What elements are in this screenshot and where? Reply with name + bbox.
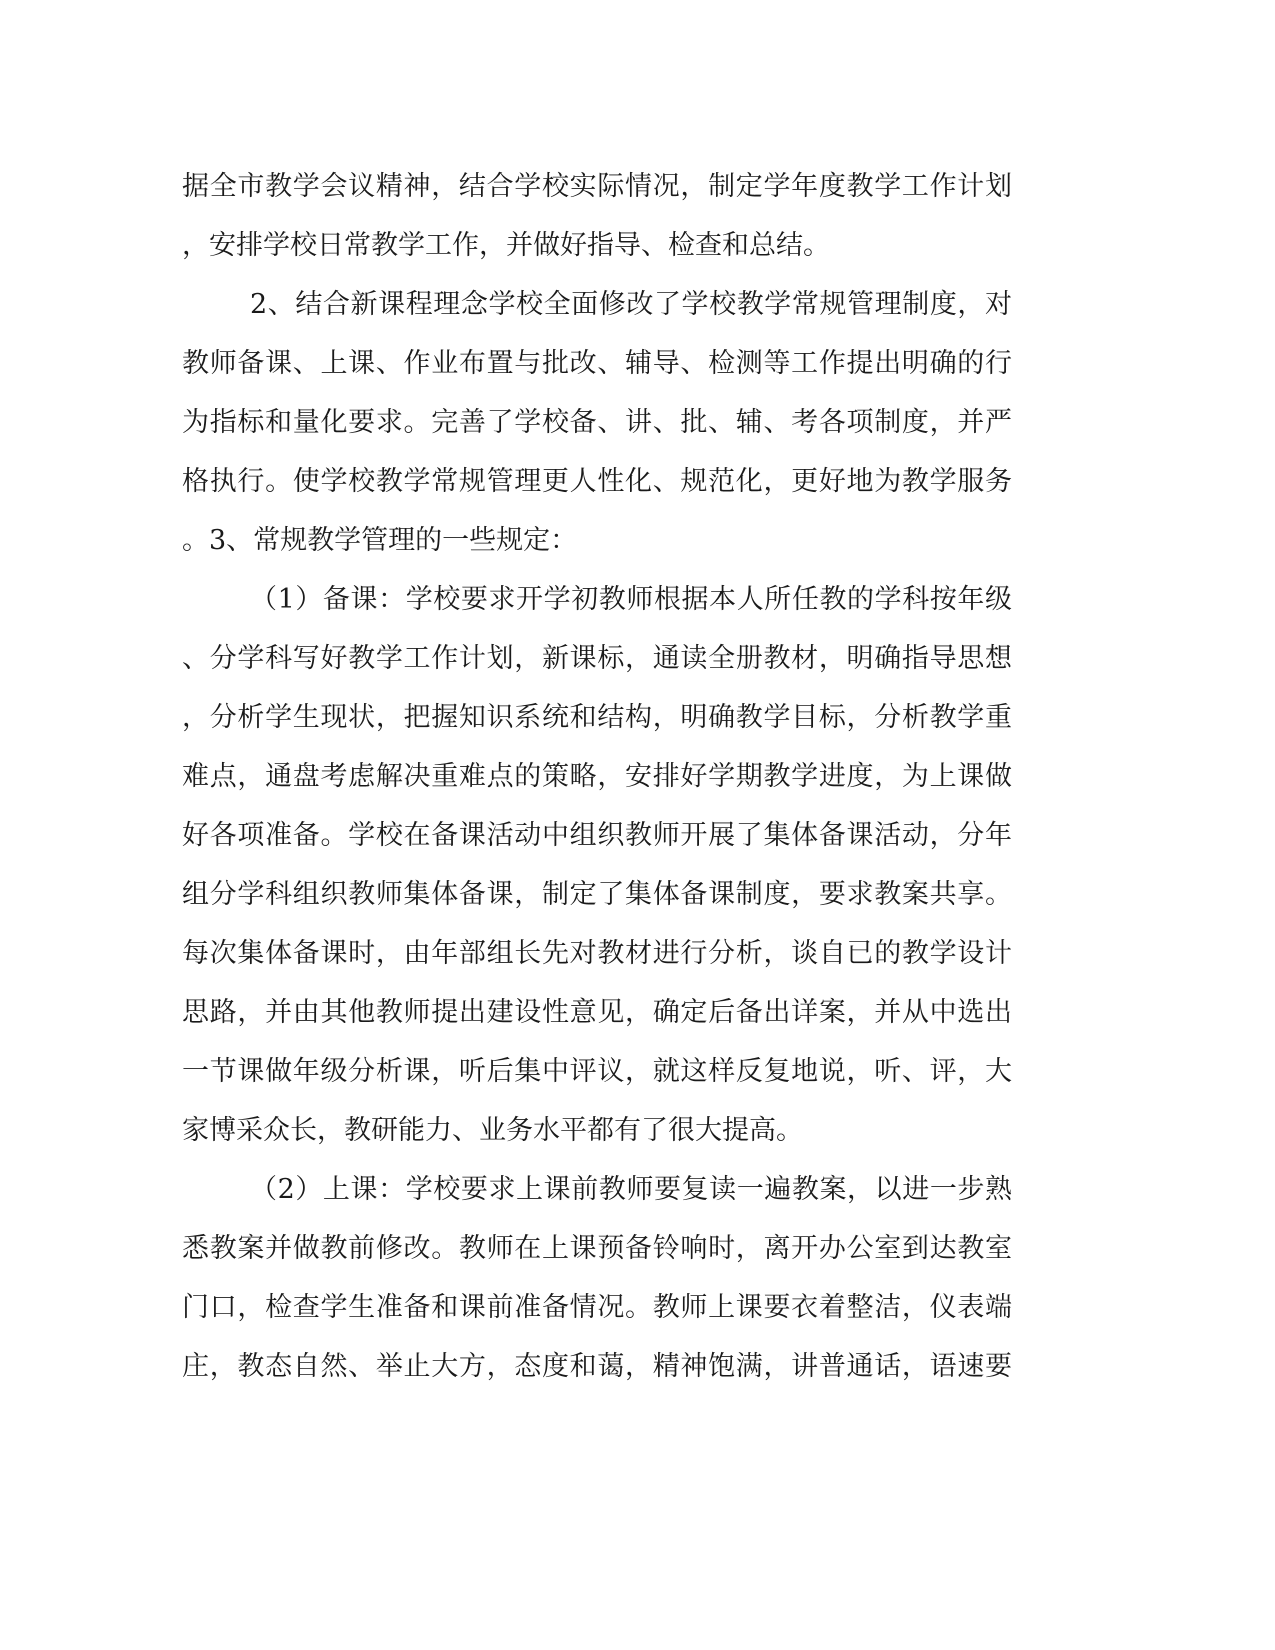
text-line: 悉教案并做教前修改。教师在上课预备铃响时，离开办公室到达教室 (182, 1233, 1012, 1264)
text-line: （1）备课：学校要求开学初教师根据本人所任教的学科按年级 (250, 584, 1012, 615)
text-line: 好各项准备。学校在备课活动中组织教师开展了集体备课活动，分年 (182, 820, 1012, 851)
text-line: 。3、常规教学管理的一些规定： (182, 525, 578, 556)
text-line: 2、结合新课程理念学校全面修改了学校教学常规管理制度，对 (250, 289, 1012, 320)
text-line: 家博采众长，教研能力、业务水平都有了很大提高。 (182, 1115, 803, 1146)
text-line: 教师备课、上课、作业布置与批改、辅导、检测等工作提出明确的行 (182, 348, 1012, 379)
text-line: 组分学科组织教师集体备课，制定了集体备课制度，要求教案共享。 (182, 879, 1012, 910)
text-line: ，安排学校日常教学工作，并做好指导、检查和总结。 (182, 230, 830, 261)
text-line: 思路，并由其他教师提出建设性意见，确定后备出详案，并从中选出 (182, 997, 1012, 1028)
text-line: 门口，检查学生准备和课前准备情况。教师上课要衣着整洁，仪表端 (182, 1292, 1012, 1323)
text-line: 一节课做年级分析课，听后集中评议，就这样反复地说，听、评，大 (182, 1056, 1012, 1087)
text-line: 庄，教态自然、举止大方，态度和蔼，精神饱满，讲普通话，语速要 (182, 1351, 1012, 1382)
body-text (182, 157, 1012, 1396)
text-line: 为指标和量化要求。完善了学校备、讲、批、辅、考各项制度，并严 (182, 407, 1012, 438)
text-line: （2）上课：学校要求上课前教师要复读一遍教案，以进一步熟 (250, 1174, 1012, 1205)
text-line: 每次集体备课时，由年部组长先对教材进行分析，谈自已的教学设计 (182, 938, 1012, 969)
text-line: ，分析学生现状，把握知识系统和结构，明确教学目标，分析教学重 (182, 702, 1012, 733)
text-line: 难点，通盘考虑解决重难点的策略，安排好学期教学进度，为上课做 (182, 761, 1012, 792)
text-line: 、分学科写好教学工作计划，新课标，通读全册教材，明确指导思想 (182, 643, 1012, 674)
text-line: 格执行。使学校教学常规管理更人性化、规范化，更好地为教学服务 (182, 466, 1012, 497)
text-line: 据全市教学会议精神，结合学校实际情况，制定学年度教学工作计划 (182, 171, 1012, 202)
